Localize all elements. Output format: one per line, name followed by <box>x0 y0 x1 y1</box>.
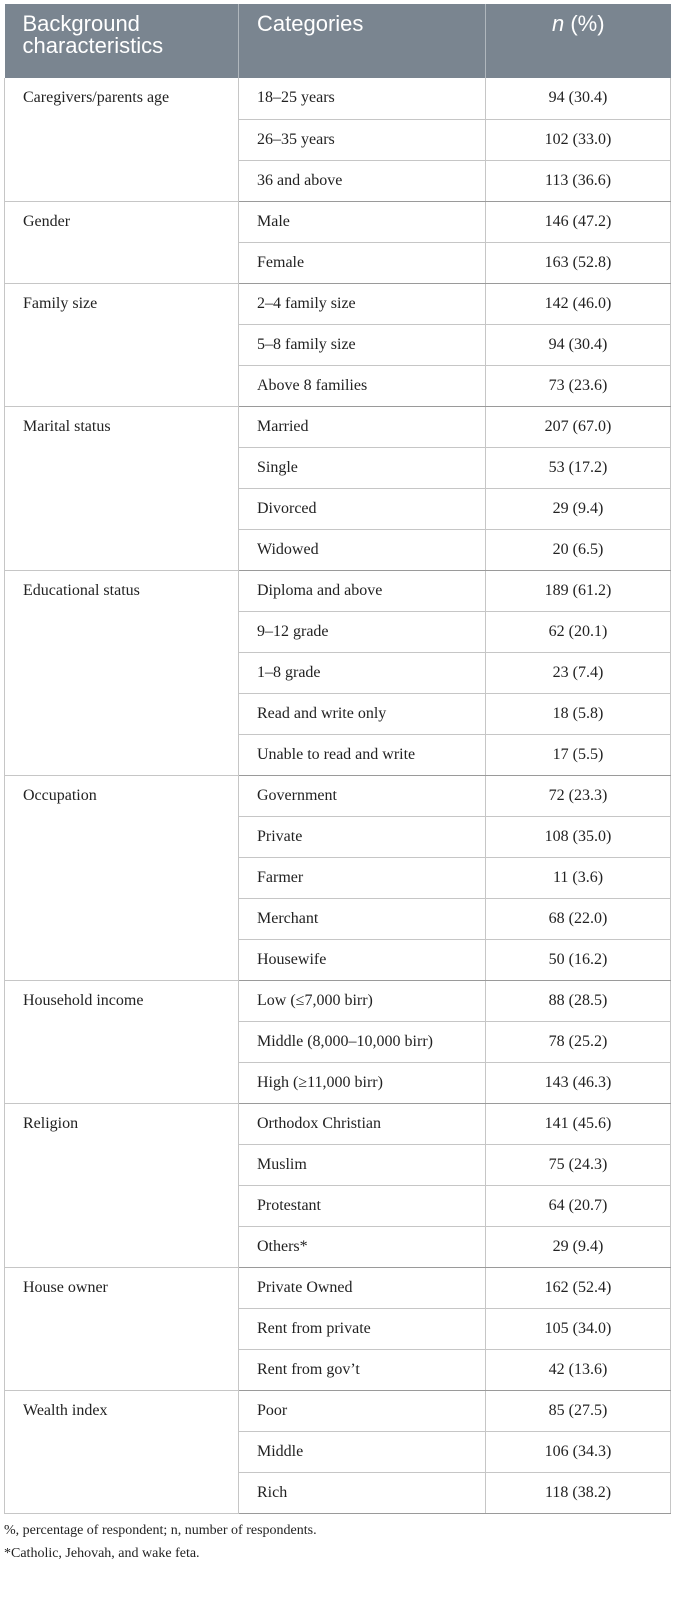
table-row <box>5 283 671 324</box>
table-row <box>5 1267 671 1308</box>
category-cell: Private <box>239 816 486 857</box>
table-row <box>5 775 671 816</box>
count-percent-cell: 29 (9.4) <box>486 488 671 529</box>
count-percent-cell: 141 (45.6) <box>486 1103 671 1144</box>
count-percent-cell: 50 (16.2) <box>486 939 671 980</box>
category-cell: Unable to read and write <box>239 734 486 775</box>
count-percent-cell: 75 (24.3) <box>486 1144 671 1185</box>
category-cell: Poor <box>239 1390 486 1431</box>
count-percent-cell: 85 (27.5) <box>486 1390 671 1431</box>
count-percent-cell: 88 (28.5) <box>486 980 671 1021</box>
category-cell: Rent from gov’t <box>239 1349 486 1390</box>
category-cell: Others* <box>239 1226 486 1267</box>
count-percent-cell: 118 (38.2) <box>486 1472 671 1513</box>
table-row <box>5 1103 671 1144</box>
category-cell: Widowed <box>239 529 486 570</box>
count-percent-cell: 207 (67.0) <box>486 406 671 447</box>
category-cell: 26–35 years <box>239 119 486 160</box>
category-cell: Merchant <box>239 898 486 939</box>
category-cell: 18–25 years <box>239 78 486 119</box>
category-cell: Protestant <box>239 1185 486 1226</box>
table-header <box>5 4 671 78</box>
count-percent-cell: 142 (46.0) <box>486 283 671 324</box>
category-cell: Middle <box>239 1431 486 1472</box>
count-percent-cell: 68 (22.0) <box>486 898 671 939</box>
category-cell: Low (≤7,000 birr) <box>239 980 486 1021</box>
count-percent-cell: 162 (52.4) <box>486 1267 671 1308</box>
category-cell: Above 8 families <box>239 365 486 406</box>
characteristic-label: Wealth index <box>5 1390 239 1513</box>
count-percent-cell: 18 (5.8) <box>486 693 671 734</box>
category-cell: Male <box>239 201 486 242</box>
count-percent-cell: 11 (3.6) <box>486 857 671 898</box>
table-row <box>5 980 671 1021</box>
table-row <box>5 1390 671 1431</box>
characteristics-table <box>4 4 671 1514</box>
count-percent-cell: 143 (46.3) <box>486 1062 671 1103</box>
category-cell: Housewife <box>239 939 486 980</box>
header-n-symbol: n <box>551 11 565 36</box>
category-cell: Read and write only <box>239 693 486 734</box>
count-percent-cell: 108 (35.0) <box>486 816 671 857</box>
table-footnotes <box>4 1522 670 1568</box>
header-percent-symbol: (%) <box>564 11 605 36</box>
category-cell: Diploma and above <box>239 570 486 611</box>
category-cell: High (≥11,000 birr) <box>239 1062 486 1103</box>
count-percent-cell: 62 (20.1) <box>486 611 671 652</box>
count-percent-cell: 106 (34.3) <box>486 1431 671 1472</box>
characteristic-label: Marital status <box>5 406 239 570</box>
characteristic-label: Occupation <box>5 775 239 980</box>
table-body <box>5 78 671 1513</box>
table-row <box>5 570 671 611</box>
count-percent-cell: 17 (5.5) <box>486 734 671 775</box>
characteristic-label: Caregivers/parents age <box>5 78 239 201</box>
count-percent-cell: 42 (13.6) <box>486 1349 671 1390</box>
category-cell: Female <box>239 242 486 283</box>
category-cell: Private Owned <box>239 1267 486 1308</box>
category-cell: Government <box>239 775 486 816</box>
header-background-characteristics: Background characteristics <box>5 4 239 78</box>
category-cell: Single <box>239 447 486 488</box>
category-cell: Rent from private <box>239 1308 486 1349</box>
category-cell: 1–8 grade <box>239 652 486 693</box>
header-categories: Categories <box>239 4 486 78</box>
category-cell: 9–12 grade <box>239 611 486 652</box>
count-percent-cell: 105 (34.0) <box>486 1308 671 1349</box>
header-row <box>5 4 671 78</box>
count-percent-cell: 78 (25.2) <box>486 1021 671 1062</box>
category-cell: 36 and above <box>239 160 486 201</box>
count-percent-cell: 23 (7.4) <box>486 652 671 693</box>
count-percent-cell: 73 (23.6) <box>486 365 671 406</box>
count-percent-cell: 189 (61.2) <box>486 570 671 611</box>
category-cell: 5–8 family size <box>239 324 486 365</box>
table-row <box>5 201 671 242</box>
footnote-religion-others: *Catholic, Jehovah, and wake feta. <box>4 1546 200 1561</box>
characteristic-label: Religion <box>5 1103 239 1267</box>
characteristic-label: Gender <box>5 201 239 283</box>
category-cell: Married <box>239 406 486 447</box>
table-row <box>5 78 671 119</box>
count-percent-cell: 102 (33.0) <box>486 119 671 160</box>
category-cell: Orthodox Christian <box>239 1103 486 1144</box>
count-percent-cell: 163 (52.8) <box>486 242 671 283</box>
characteristic-label: House owner <box>5 1267 239 1390</box>
header-n-percent <box>486 4 671 78</box>
category-cell: 2–4 family size <box>239 283 486 324</box>
category-cell: Rich <box>239 1472 486 1513</box>
count-percent-cell: 146 (47.2) <box>486 201 671 242</box>
count-percent-cell: 53 (17.2) <box>486 447 671 488</box>
count-percent-cell: 113 (36.6) <box>486 160 671 201</box>
category-cell: Farmer <box>239 857 486 898</box>
category-cell: Muslim <box>239 1144 486 1185</box>
count-percent-cell: 64 (20.7) <box>486 1185 671 1226</box>
footnote-abbreviations: %, percentage of respondent; n, number of respondents. <box>4 1523 317 1538</box>
count-percent-cell: 29 (9.4) <box>486 1226 671 1267</box>
count-percent-cell: 20 (6.5) <box>486 529 671 570</box>
characteristic-label: Household income <box>5 980 239 1103</box>
category-cell: Divorced <box>239 488 486 529</box>
category-cell: Middle (8,000–10,000 birr) <box>239 1021 486 1062</box>
count-percent-cell: 94 (30.4) <box>486 78 671 119</box>
count-percent-cell: 94 (30.4) <box>486 324 671 365</box>
count-percent-cell: 72 (23.3) <box>486 775 671 816</box>
characteristic-label: Family size <box>5 283 239 406</box>
characteristic-label: Educational status <box>5 570 239 775</box>
table-row <box>5 406 671 447</box>
